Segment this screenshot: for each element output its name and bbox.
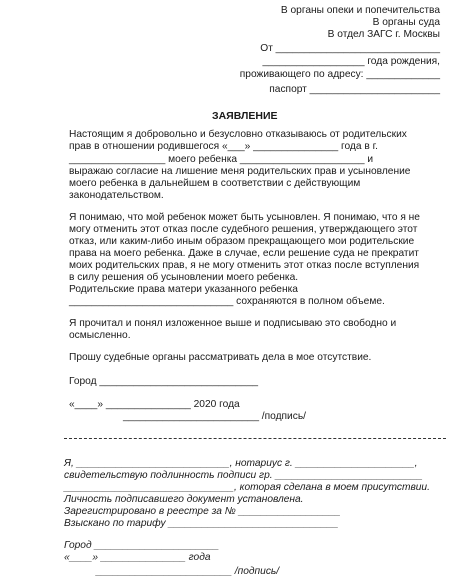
notary-line: ______________________________, которая сделана в моем присутствии. [64,482,430,493]
addressee-court: В органы суда [372,17,440,28]
body-line: прав в отношении родившегося «___» _______________ года в г. [69,141,378,152]
body-line: права на моего ребенка. Даже в случае, если решение суда не прекратит [69,248,419,259]
body-line: Я понимаю, что мой ребенок может быть усыновлен. Я понимаю, что я не [69,212,420,223]
notary-sign: ________________________ /подпись/ [96,566,280,577]
body-line: моего ребенка в дальнейшем в соответствии с действующим [69,178,361,189]
notary-city: Город ______________________ [64,540,220,551]
addressee-guardianship: В органы опеки и попечительства [280,5,440,16]
body-line: Настоящим я добровольно и безусловно отказываюсь от родительских [69,129,407,140]
document-title: ЗАЯВЛЕНИЕ [212,110,278,122]
notary-line: Личность подписавшего документ установлена. [64,494,304,505]
notary-line: свидетельствую подлинность подписи гр. __________________________ [64,470,423,481]
from-line: От _____________________________ [260,43,440,54]
notary-line: Я, ___________________________, нотариус г. _____________________, [64,458,418,469]
address-line: проживающего по адресу: _____________ [239,69,440,80]
addressee-registry: В отдел ЗАГС г. Москвы [327,29,440,40]
signature-date: «____» _______________ 2020 года [69,399,240,410]
body-line: выражаю согласие на лишение меня родительских прав и усыновление [69,166,411,177]
notary-line: Зарегистрировано в реестре за № __________________ [64,506,341,517]
body-line: _____________________________ сохраняются в полном объеме. [69,296,385,307]
separator-dashed-line [64,438,446,439]
body-line: моих родительских прав, я не могу отменить этот отказ после вступления [69,260,420,271]
signature-city: Город ____________________________ [69,376,259,387]
body-line: осмысленно. [69,330,131,341]
body-line: Я прочитал и понял изложенное выше и подписываю это свободно и [69,318,397,329]
body-line: могу отменить этот отказ после судебного решения, утверждающего этот [69,224,418,235]
birth-year-line: __________________ года рождения, [262,56,440,67]
body-line: законодательством. [69,190,164,201]
body-line: отказ, или каким-либо иным образом прекращающего мои родительские [69,236,415,247]
body-line: Родительские права матери указанного ребенка [69,284,298,295]
passport-line: паспорт _______________________ [269,84,440,95]
body-line: Прошу судебные органы рассматривать дела в мое отсутствие. [69,352,372,363]
body-line: _________________ моего ребенка ______________________ и [69,154,374,165]
signature-sign: ________________________ /подпись/ [123,411,306,422]
notary-line: Взыскано по тарифу ______________________________ [64,518,339,529]
notary-date: «____» _______________ года [64,552,211,563]
body-line: в силу решения об усыновлении моего ребенка. [69,272,299,283]
